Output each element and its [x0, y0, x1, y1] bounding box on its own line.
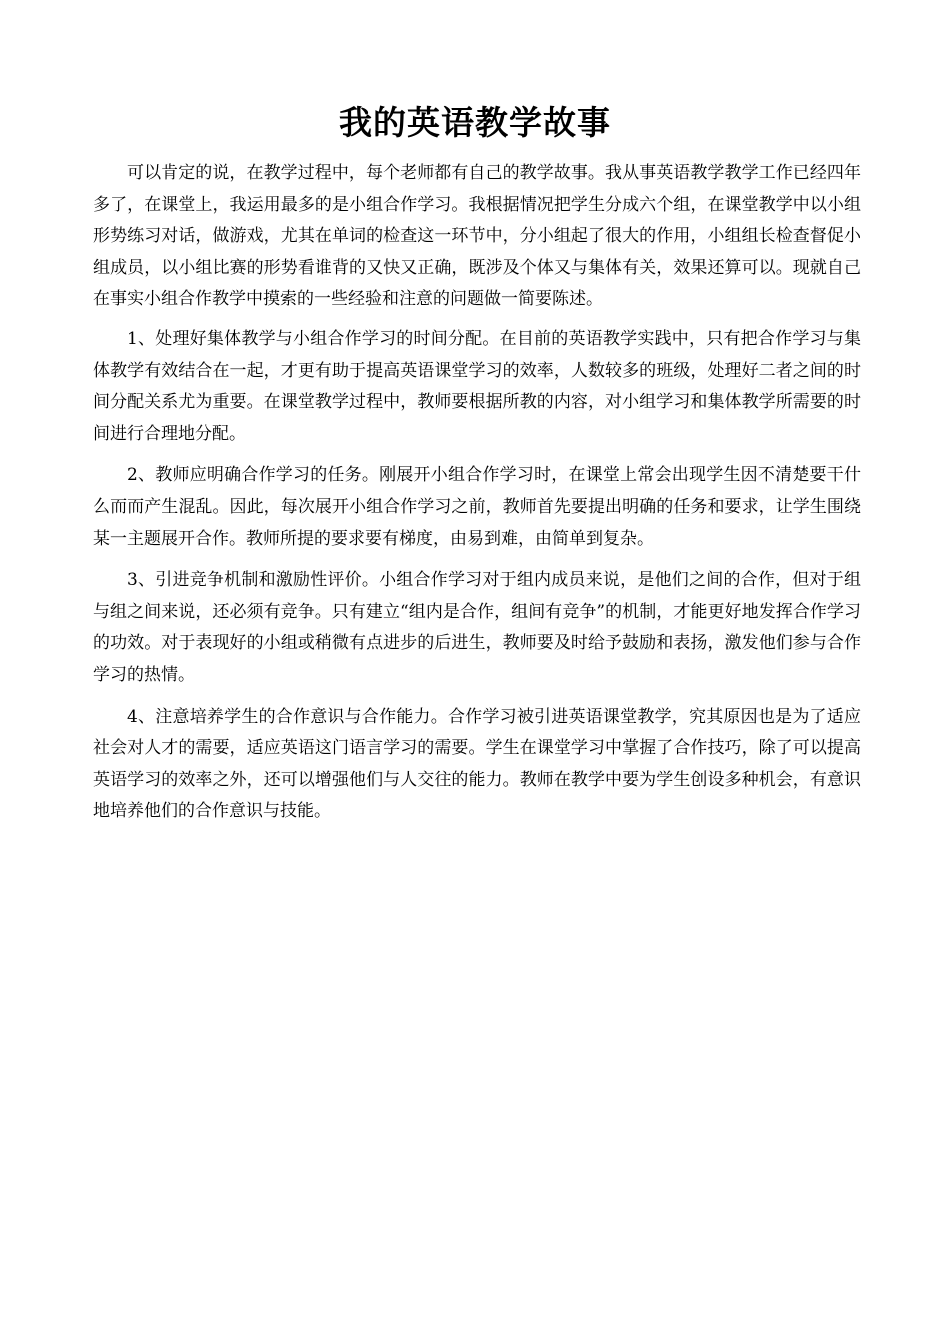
- paragraph-point-1: 1、处理好集体教学与小组合作学习的时间分配。在目前的英语教学实践中，只有把合作学习与集体教学有效结合在一起，才更有助于提高英语课堂学习的效率，人数较多的班级，处理好二者之间的时间分配关系尤为重要。在课堂教学过程中，教师要根据所教的内容，对小组学习和集体教学所需要的时间进行合理地分配。: [93, 328, 861, 444]
- document-title: 我的英语教学故事: [339, 103, 611, 142]
- paragraph-intro: 可以肯定的说，在教学过程中，每个老师都有自己的教学故事。我从事英语教学教学工作已经四年多了，在课堂上，我运用最多的是小组合作学习。我根据情况把学生分成六个组，在课堂教学中以小组形势练习对话，做游戏，尤其在单词的检查这一环节中，分小组起了很大的作用，小组组长检查督促小组成员，以小组比赛的形势看谁背的又快又正确，既涉及个体又与集体有关，效果还算可以。现就自己在事实小组合作教学中摸索的一些经验和注意的问题做一简要陈述。: [93, 163, 861, 310]
- paragraph-point-4: 4、注意培养学生的合作意识与合作能力。合作学习被引进英语课堂教学，究其原因也是为了适应社会对人才的需要，适应英语这门语言学习的需要。学生在课堂学习中掌握了合作技巧，除了可以提高英语学习的效率之外，还可以增强他们与人交往的能力。教师在教学中要为学生创设多种机会，有意识地培养他们的合作意识与技能。: [93, 706, 861, 822]
- document-body: [93, 158, 861, 838]
- paragraph-point-2: 2、教师应明确合作学习的任务。刚展开小组合作学习时，在课堂上常会出现学生因不清楚要干什么而而产生混乱。因此，每次展开小组合作学习之前，教师首先要提出明确的任务和要求，让学生围绕某一主题展开合作。教师所提的要求要有梯度，由易到难，由简单到复杂。: [93, 465, 861, 549]
- paragraph-point-3: 3、引进竞争机制和激励性评价。小组合作学习对于组内成员来说，是他们之间的合作，但对于组与组之间来说，还必须有竞争。只有建立“组内是合作，组间有竞争”的机制，才能更好地发挥合作学习的功效。对于表现好的小组或稍微有点进步的后进生，教师要及时给予鼓励和表扬，激发他们参与合作学习的热情。: [93, 570, 861, 685]
